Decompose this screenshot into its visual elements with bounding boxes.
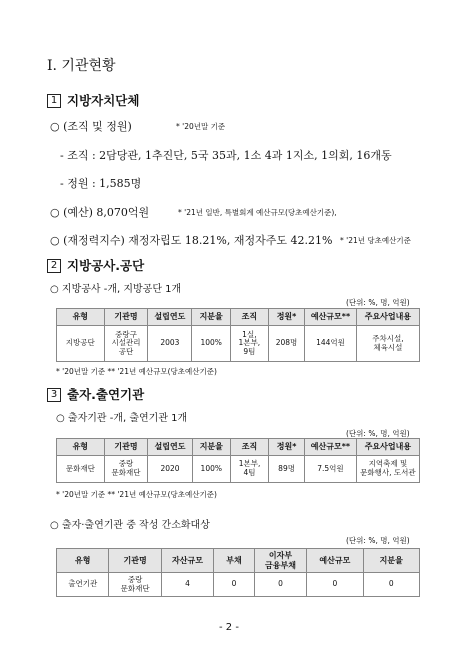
cell: 주차시설, 체육시설 <box>356 326 419 362</box>
cell: 89명 <box>269 456 305 483</box>
th: 설립연도 <box>148 439 192 456</box>
cell: 1본부, 4팀 <box>231 456 269 483</box>
cell: 0 <box>214 573 255 597</box>
cell: 0 <box>307 573 363 597</box>
table-row <box>57 326 420 362</box>
cell: 0 <box>254 573 306 597</box>
page-number: - 2 - <box>219 622 239 633</box>
section-2-title: 지방공사.공단 <box>67 258 145 273</box>
cell: 100% <box>192 456 230 483</box>
page-title: Ⅰ. 기관현황 <box>47 58 116 74</box>
section-1-heading <box>47 90 139 109</box>
cell: 4 <box>161 573 213 597</box>
cell: 2020 <box>148 456 192 483</box>
fiscal-note: * '21년 당초예산기준 <box>340 236 411 245</box>
section-3-note: * '20년말 기준 ** '21년 예산규모(당초예산기준) <box>56 490 217 499</box>
th: 예산규모 <box>307 549 363 573</box>
th: 조직 <box>230 309 268 326</box>
org-label: ○ (조직 및 정원) <box>50 120 132 133</box>
th: 지분율 <box>192 309 230 326</box>
table-simplified <box>56 548 420 597</box>
th: 예산규모** <box>305 309 357 326</box>
section-4-unit: (단위: %, 명, 억원) <box>346 536 410 545</box>
th: 예산규모** <box>305 439 357 456</box>
section-2-note: * '20년말 기준 ** '21년 예산규모(당초예산기준) <box>56 367 217 376</box>
table-row <box>57 456 420 483</box>
section-2-heading <box>47 255 144 274</box>
cell: 7.5억원 <box>305 456 357 483</box>
section-1-title: 지방자치단체 <box>67 93 140 108</box>
cell: 1실, 1본부, 9팀 <box>230 326 268 362</box>
cell: 2003 <box>148 326 192 362</box>
th: 지분율 <box>192 439 230 456</box>
cell: 208명 <box>268 326 304 362</box>
th: 조직 <box>231 439 269 456</box>
th: 자산규모 <box>161 549 213 573</box>
budget-label: ○ (예산) 8,070억원 <box>50 206 150 219</box>
th: 기관명 <box>104 439 148 456</box>
section-number-box: 2 <box>47 259 61 273</box>
cell: 중랑구 시설관리 공단 <box>104 326 148 362</box>
cell: 지역축제 및 문화행사, 도서관 <box>356 456 419 483</box>
section-4-line: ○ 출자·출연기관 중 작성 간소화대상 <box>50 520 210 531</box>
table-public-corp <box>56 308 420 362</box>
th: 유형 <box>57 439 105 456</box>
th: 유형 <box>57 549 109 573</box>
section-number-box: 1 <box>47 94 61 108</box>
table-row <box>57 573 420 597</box>
cell: 지방공단 <box>57 326 105 362</box>
cell: 문화재단 <box>57 456 105 483</box>
section-3-line: ○ 출자기관 -개, 출연기관 1개 <box>56 413 188 424</box>
th: 유형 <box>57 309 105 326</box>
section-3-heading <box>47 384 144 403</box>
th: 부채 <box>214 549 255 573</box>
th: 설립연도 <box>148 309 192 326</box>
section-3-title: 출자.출연기관 <box>67 387 145 402</box>
section-2-line: ○ 지방공사 -개, 지방공단 1개 <box>50 284 182 295</box>
th: 주요사업내용 <box>356 439 419 456</box>
th: 정원* <box>269 439 305 456</box>
cell: 중랑 문화재단 <box>109 573 161 597</box>
th: 기관명 <box>104 309 148 326</box>
table-foundation <box>56 438 420 483</box>
th: 기관명 <box>109 549 161 573</box>
fiscal-line: ○ (재정력지수) 재정자립도 18.21%, 재정자주도 42.21% <box>50 234 333 247</box>
org-note: * '20년말 기준 <box>176 122 226 131</box>
cell: 중랑 문화재단 <box>104 456 148 483</box>
section-2-unit: (단위: %, 명, 억원) <box>346 298 410 307</box>
section-3-unit: (단위: %, 명, 억원) <box>346 429 410 438</box>
section-number-box: 3 <box>47 388 61 402</box>
th: 정원* <box>268 309 304 326</box>
th: 지분율 <box>363 549 419 573</box>
staff-line: - 정원 : 1,585명 <box>60 177 142 190</box>
th: 주요사업내용 <box>356 309 419 326</box>
budget-note: * '21년 일반, 특별회계 예산규모(당초예산기준), <box>178 208 337 217</box>
cell: 출연기관 <box>57 573 109 597</box>
cell: 100% <box>192 326 230 362</box>
cell: 0 <box>363 573 419 597</box>
th: 이자부 금융부채 <box>254 549 306 573</box>
cell: 144억원 <box>305 326 357 362</box>
org-line: - 조직 : 2담당관, 1추진단, 5국 35과, 1소 4과 1지소, 1의회, 16개동 <box>60 149 392 162</box>
